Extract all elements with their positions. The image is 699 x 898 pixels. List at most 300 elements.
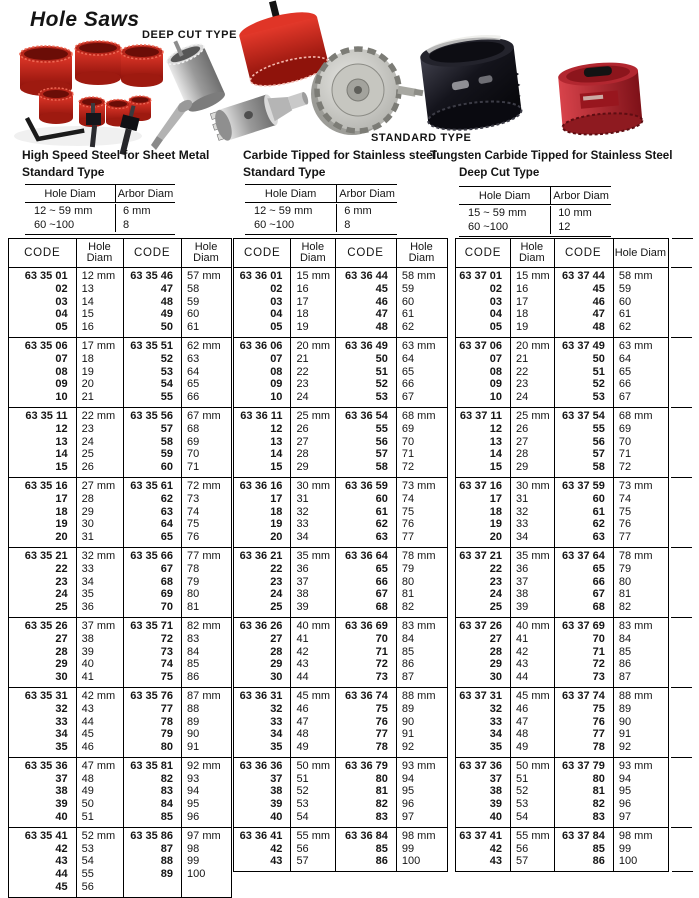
hole-diam-cell: 22: [516, 365, 529, 378]
code-group: [9, 687, 231, 757]
hole-diam-cell: 61: [187, 321, 200, 334]
code-cell: 67: [375, 588, 388, 601]
code-cell: 69: [160, 588, 174, 601]
code-cell: 67: [592, 588, 605, 601]
hole-diam-cell: 35 mm: [516, 549, 550, 562]
hole-diam-cell: 36: [296, 562, 309, 575]
hole-diam-cell: 20 mm: [296, 339, 331, 352]
hole-diam-cell: 21: [81, 391, 94, 404]
code-cell: 63 36 11: [240, 409, 283, 422]
code-group: [234, 617, 447, 687]
hole-diam-cell: 49: [516, 741, 529, 754]
spec-row: [459, 206, 611, 220]
hole-diam-cell: 83 mm: [401, 619, 436, 632]
section-heading-tungsten: [430, 147, 672, 181]
code-cell: 71: [375, 645, 388, 658]
code-cell: 81: [375, 785, 388, 798]
code-group: [234, 477, 447, 547]
code-cell: 63: [160, 505, 174, 518]
hole-diam-cell: 24: [296, 391, 309, 404]
spec-table-header-row: [25, 185, 175, 203]
hole-diam-cell: 60: [187, 308, 200, 321]
code-cell: 48: [375, 321, 388, 334]
code-cell: 62: [592, 518, 605, 531]
code-cell: 43: [270, 855, 283, 868]
code-cell: 75: [592, 702, 605, 715]
code-cell: 05: [270, 321, 283, 334]
code-cell: 48: [592, 321, 605, 334]
hole-diam-cell: 29: [296, 461, 309, 474]
code-cell: 18: [489, 505, 503, 518]
code-cell: 70: [375, 632, 388, 645]
code-cell: 04: [270, 308, 283, 321]
code-cell: 28: [55, 645, 68, 658]
code-cell: 75: [375, 702, 388, 715]
hole-diam-cell: 28: [296, 448, 309, 461]
hole-diam-cell: 49: [81, 785, 94, 798]
code-cell: 63 37 06: [459, 339, 503, 352]
hole-diam-cell: 39: [81, 645, 94, 658]
hole-diam-cell: 52 mm: [81, 829, 116, 842]
code-cell: 29: [55, 658, 68, 671]
code-cell: 80: [160, 741, 174, 754]
hole-diam-cell: 67: [618, 391, 632, 404]
hole-diam-cell: 44: [516, 671, 529, 684]
code-cell: 63 36 26: [239, 619, 283, 632]
hole-diam-cell: 85: [187, 658, 200, 671]
catalog-table-header: [234, 239, 447, 267]
code-group: [456, 337, 668, 407]
hole-diam-cell: 15 mm: [516, 270, 550, 282]
carbide-disc-hole-saw-photo: [311, 49, 423, 135]
hole-diam-cell: 92: [401, 741, 415, 754]
catalog-table-tungsten: [455, 238, 669, 872]
hole-diam-cell: 76: [618, 518, 632, 531]
code-cell: 63 35 66: [130, 549, 174, 562]
code-group: [9, 477, 231, 547]
code-cell: 63 37 11: [459, 409, 503, 422]
arbor-diam-value: 6 mm: [336, 204, 397, 218]
hole-diam-cell: 27: [296, 435, 309, 448]
code-cell: 62: [160, 492, 174, 505]
code-cell: 13: [270, 435, 283, 448]
code-cell: 63 37 01: [459, 270, 503, 282]
code-cell: 10: [489, 391, 503, 404]
code-cell: 25: [55, 601, 68, 614]
code-cell: 83: [592, 811, 605, 824]
code-cell: 25: [270, 601, 283, 614]
code-cell: 60: [375, 492, 388, 505]
hole-diam-cell: 62: [401, 321, 415, 334]
code-cell: 63 36 54: [345, 409, 388, 422]
code-cell: 45: [375, 282, 388, 295]
code-cell: 45: [592, 282, 605, 295]
hole-diam-cell: 100: [187, 868, 206, 881]
hole-diam-cell: 24: [516, 391, 529, 404]
hole-diam-cell: 63: [187, 352, 200, 365]
code-cell: 71: [592, 645, 605, 658]
code-group: [456, 547, 668, 617]
hole-diam-cell: 14: [81, 295, 94, 308]
catalog-table-carbide: [233, 238, 448, 872]
code-group: [9, 757, 231, 827]
code-cell: 63 36 16: [239, 479, 283, 492]
hole-diam-cell: 66: [618, 378, 632, 391]
hole-diam-cell: 80: [618, 575, 632, 588]
code-group: [9, 337, 231, 407]
hole-diam-cell: 17 mm: [81, 339, 116, 352]
code-cell: 57: [375, 448, 388, 461]
code-cell: 83: [160, 785, 174, 798]
hole-diam-cell: 49: [296, 741, 309, 754]
code-cell: 18: [55, 505, 68, 518]
hole-diam-cell: 44: [81, 715, 94, 728]
code-cell: 15: [270, 461, 283, 474]
hole-diam-cell: 23: [516, 378, 529, 391]
code-cell: 49: [160, 308, 174, 321]
hole-diam-cell: 33: [516, 518, 529, 531]
code-cell: 30: [270, 671, 283, 684]
hole-diam-cell: 56: [81, 881, 94, 894]
code-cell: 66: [592, 575, 605, 588]
hole-diam-cell: 51: [296, 772, 309, 785]
code-cell: 32: [489, 702, 503, 715]
hole-diam-cell: 67: [401, 391, 415, 404]
code-cell: 76: [592, 715, 605, 728]
hole-diam-cell: 68 mm: [618, 409, 653, 422]
hole-diam-cell: 27 mm: [81, 479, 116, 492]
hole-diam-cell: 55 mm: [296, 829, 331, 842]
hole-diam-cell: 74: [618, 492, 632, 505]
code-cell: 63 36 31: [239, 689, 283, 702]
code-cell: 63 37 64: [562, 549, 605, 562]
hole-diam-cell: 79: [401, 562, 415, 575]
section-heading-line2: Deep Cut Type: [459, 166, 540, 179]
hole-diam-cell: 64: [618, 352, 632, 365]
col-header-hole-diam: Hole Diam: [193, 241, 219, 264]
hole-diam-cell: 61: [401, 308, 415, 321]
code-cell: 33: [270, 715, 283, 728]
hole-diam-cell: 73: [187, 492, 200, 505]
code-group: [456, 687, 668, 757]
hole-diam-cell: 82: [401, 601, 415, 614]
hole-diam-cell: 17: [296, 295, 309, 308]
code-cell: 85: [592, 842, 605, 855]
code-cell: 46: [375, 295, 388, 308]
hole-diam-cell: 86: [187, 671, 200, 684]
code-cell: 35: [489, 741, 503, 754]
code-cell: 68: [375, 601, 388, 614]
code-cell: 73: [592, 671, 605, 684]
hole-diam-cell: 33: [81, 562, 94, 575]
hole-diam-cell: 71: [187, 461, 200, 474]
hole-diam-cell: 34: [81, 575, 94, 588]
hole-diam-cell: 44: [296, 671, 309, 684]
code-cell: 10: [270, 391, 283, 404]
code-cell: 65: [375, 562, 388, 575]
code-cell: 63 36 74: [345, 689, 388, 702]
hole-diam-cell: 100: [618, 855, 638, 868]
code-cell: 52: [375, 378, 388, 391]
hole-diam-cell: 42: [516, 645, 529, 658]
code-cell: 47: [592, 308, 605, 321]
code-cell: 03: [489, 295, 503, 308]
hole-diam-cell: 15 mm: [296, 270, 331, 282]
code-cell: 18: [270, 505, 283, 518]
code-cell: 12: [270, 422, 283, 435]
hole-diam-cell: 73 mm: [401, 479, 436, 492]
hole-diam-range: 12 ~ 59 mm: [254, 205, 313, 217]
code-cell: 80: [375, 772, 388, 785]
code-cell: 09: [270, 378, 283, 391]
code-group: [234, 337, 447, 407]
col-header-code: CODE: [244, 246, 281, 259]
code-cell: 13: [489, 435, 503, 448]
carbide-tipped-hole-saw-photo: [209, 83, 313, 144]
deep-cut-hole-saw-photo: [151, 31, 227, 150]
hole-diam-cell: 90: [401, 715, 415, 728]
col-header-code: CODE: [564, 246, 602, 259]
code-cell: 63 37 49: [562, 339, 605, 352]
hole-diam-cell: 70: [187, 448, 200, 461]
code-cell: 63 37 31: [459, 689, 503, 702]
hole-diam-cell: 22: [296, 365, 309, 378]
code-cell: 24: [270, 588, 283, 601]
code-cell: 22: [270, 562, 283, 575]
code-cell: 58: [160, 435, 174, 448]
hole-diam-cell: 22 mm: [81, 409, 116, 422]
code-cell: 59: [160, 448, 174, 461]
code-cell: 10: [55, 391, 68, 404]
code-cell: 25: [489, 601, 503, 614]
code-cell: 66: [375, 575, 388, 588]
hole-diam-cell: 54: [81, 855, 94, 868]
hole-diam-cell: 62 mm: [187, 339, 221, 352]
code-cell: 63 37 21: [459, 549, 503, 562]
spec-table-tungsten: [459, 186, 611, 237]
catalog-table-header: [456, 239, 668, 267]
spec-header-arbor-diam: Arbor Diam: [550, 187, 611, 204]
hole-diam-cell: 71: [618, 448, 632, 461]
code-group: [456, 827, 668, 871]
hole-diam-cell: 78 mm: [401, 549, 436, 562]
code-cell: 20: [55, 531, 68, 544]
code-group: [456, 407, 668, 477]
code-group: [456, 477, 668, 547]
spec-row: [25, 204, 175, 218]
hole-diam-cell: 58: [187, 282, 200, 295]
hole-diam-cell: 52: [516, 785, 529, 798]
hole-diam-cell: 78 mm: [618, 549, 653, 562]
code-cell: 42: [55, 842, 68, 855]
code-cell: 46: [592, 295, 605, 308]
hole-diam-cell: 64: [187, 365, 200, 378]
hole-diam-cell: 24: [81, 435, 94, 448]
code-cell: 07: [55, 352, 68, 365]
hole-diam-cell: 47: [516, 715, 529, 728]
code-cell: 48: [160, 295, 174, 308]
code-cell: 61: [592, 505, 605, 518]
hole-diam-cell: 81: [187, 601, 200, 614]
arbor-diam-value: 8: [336, 218, 397, 232]
code-cell: 82: [160, 772, 174, 785]
hole-diam-cell: 69: [401, 422, 415, 435]
hole-diam-cell: 50: [81, 798, 94, 811]
code-cell: 61: [375, 505, 388, 518]
hole-diam-cell: 94: [187, 785, 200, 798]
hole-diam-cell: 39: [516, 601, 529, 614]
code-cell: 52: [160, 352, 174, 365]
spec-header-hole-diam: Hole Diam: [264, 187, 317, 200]
hole-diam-cell: 98 mm: [401, 829, 436, 842]
code-cell: 08: [270, 365, 283, 378]
hole-diam-cell: 74: [187, 505, 200, 518]
hole-diam-cell: 21: [296, 352, 309, 365]
hole-diam-cell: 99: [618, 842, 632, 855]
hole-diam-cell: 54: [516, 811, 529, 824]
hole-diam-cell: 26: [296, 422, 309, 435]
code-cell: 82: [592, 798, 605, 811]
hole-diam-cell: 83: [187, 632, 200, 645]
spec-table-body: [245, 203, 397, 234]
col-header-hole-diam: Hole Diam: [299, 241, 326, 264]
hole-diam-cell: 17: [516, 295, 529, 308]
code-cell: 63: [592, 531, 605, 544]
code-cell: 63 35 41: [24, 829, 68, 842]
code-cell: 60: [160, 461, 174, 474]
code-cell: 68: [160, 575, 174, 588]
hole-diam-range: 60 ~100: [34, 219, 75, 231]
hole-diam-cell: 94: [618, 772, 632, 785]
code-cell: 82: [375, 798, 388, 811]
code-cell: 57: [160, 422, 174, 435]
code-cell: 81: [592, 785, 605, 798]
hole-diam-cell: 55: [81, 868, 94, 881]
hole-diam-cell: 81: [618, 588, 632, 601]
hole-saw-kit-photo: [14, 41, 163, 156]
spec-header-arbor-diam: Arbor Diam: [336, 185, 397, 202]
hole-diam-cell: 25 mm: [296, 409, 331, 422]
hole-diam-cell: 51: [516, 772, 529, 785]
hole-diam-cell: 65: [401, 365, 415, 378]
hole-diam-cell: 41: [516, 632, 529, 645]
code-cell: 38: [489, 785, 503, 798]
hole-diam-cell: 47 mm: [81, 759, 116, 772]
code-cell: 47: [160, 282, 174, 295]
hole-diam-cell: 56: [296, 842, 309, 855]
code-cell: 63: [375, 531, 388, 544]
code-cell: 38: [55, 785, 68, 798]
code-cell: 63 35 31: [24, 689, 68, 702]
hole-diam-cell: 77 mm: [187, 549, 221, 562]
code-cell: 39: [55, 798, 68, 811]
hole-diam-cell: 83 mm: [618, 619, 653, 632]
code-cell: 34: [55, 728, 68, 741]
hole-diam-cell: 19: [81, 365, 94, 378]
code-cell: 23: [489, 575, 503, 588]
arbor-diam-value: 12: [550, 220, 611, 234]
hole-diam-cell: 46: [296, 702, 309, 715]
code-cell: 04: [55, 308, 68, 321]
hole-diam-cell: 12 mm: [81, 270, 116, 282]
code-cell: 09: [55, 378, 68, 391]
hole-diam-cell: 92 mm: [187, 759, 221, 772]
code-cell: 63 36 64: [345, 549, 388, 562]
hole-diam-cell: 50 mm: [516, 759, 550, 772]
code-cell: 44: [55, 868, 68, 881]
hole-diam-cell: 74: [401, 492, 415, 505]
col-header-code: CODE: [133, 246, 171, 259]
code-cell: 78: [375, 741, 388, 754]
spec-row: [245, 204, 397, 218]
arbor-diam-value: 10 mm: [550, 206, 611, 220]
spec-table-header-row: [245, 185, 397, 203]
code-cell: 76: [375, 715, 388, 728]
hole-diam-cell: 37 mm: [81, 619, 116, 632]
hole-diam-cell: 16: [81, 321, 94, 334]
code-cell: 63 36 59: [345, 479, 388, 492]
section-heading-line1: Tungsten Carbide Tipped for Stainless Steel: [430, 149, 673, 162]
hole-diam-cell: 41: [81, 671, 94, 684]
code-group: [234, 757, 447, 827]
hole-diam-cell: 32: [516, 505, 529, 518]
hole-diam-cell: 64: [401, 352, 415, 365]
code-cell: 35: [270, 741, 283, 754]
hole-diam-cell: 35 mm: [296, 549, 331, 562]
hole-diam-cell: 90: [187, 728, 200, 741]
hole-diam-cell: 85: [401, 645, 415, 658]
hole-diam-cell: 96: [187, 811, 200, 824]
code-cell: 37: [270, 772, 283, 785]
code-cell: 63 36 01: [239, 270, 283, 282]
hole-diam-cell: 53: [296, 798, 309, 811]
hole-diam-cell: 50 mm: [296, 759, 331, 772]
hole-diam-cell: 27: [516, 435, 529, 448]
hole-diam-cell: 52: [296, 785, 309, 798]
col-header-hole-diam: Hole Diam: [518, 241, 545, 264]
code-cell: 73: [375, 671, 388, 684]
hole-diam-cell: 59: [401, 282, 415, 295]
hole-diam-cell: 95: [618, 785, 632, 798]
hole-diam-cell: 65: [618, 365, 632, 378]
code-cell: 72: [375, 658, 388, 671]
hole-diam-cell: 60: [401, 295, 415, 308]
code-cell: 38: [270, 785, 283, 798]
code-cell: 23: [270, 575, 283, 588]
hole-diam-cell: 87: [618, 671, 632, 684]
spec-header-hole-diam: Hole Diam: [44, 187, 96, 200]
code-group: [9, 407, 231, 477]
code-cell: 04: [489, 308, 503, 321]
hole-diam-cell: 42: [296, 645, 309, 658]
hole-diam-cell: 19: [516, 321, 529, 334]
code-cell: 39: [270, 798, 283, 811]
code-cell: 17: [489, 492, 503, 505]
hole-diam-cell: 31: [81, 531, 94, 544]
code-cell: 63 37 74: [562, 689, 605, 702]
hole-diam-cell: 91: [401, 728, 415, 741]
hole-diam-cell: 65: [187, 378, 200, 391]
hole-diam-cell: 33: [296, 518, 309, 531]
code-cell: 63 35 86: [130, 829, 174, 842]
hole-diam-cell: 18: [81, 352, 94, 365]
section-heading-line2: Standard Type: [22, 165, 105, 179]
hole-diam-cell: 16: [516, 282, 529, 295]
code-cell: 53: [160, 365, 174, 378]
code-group: [234, 687, 447, 757]
code-cell: 22: [55, 562, 68, 575]
code-cell: 07: [489, 352, 503, 365]
